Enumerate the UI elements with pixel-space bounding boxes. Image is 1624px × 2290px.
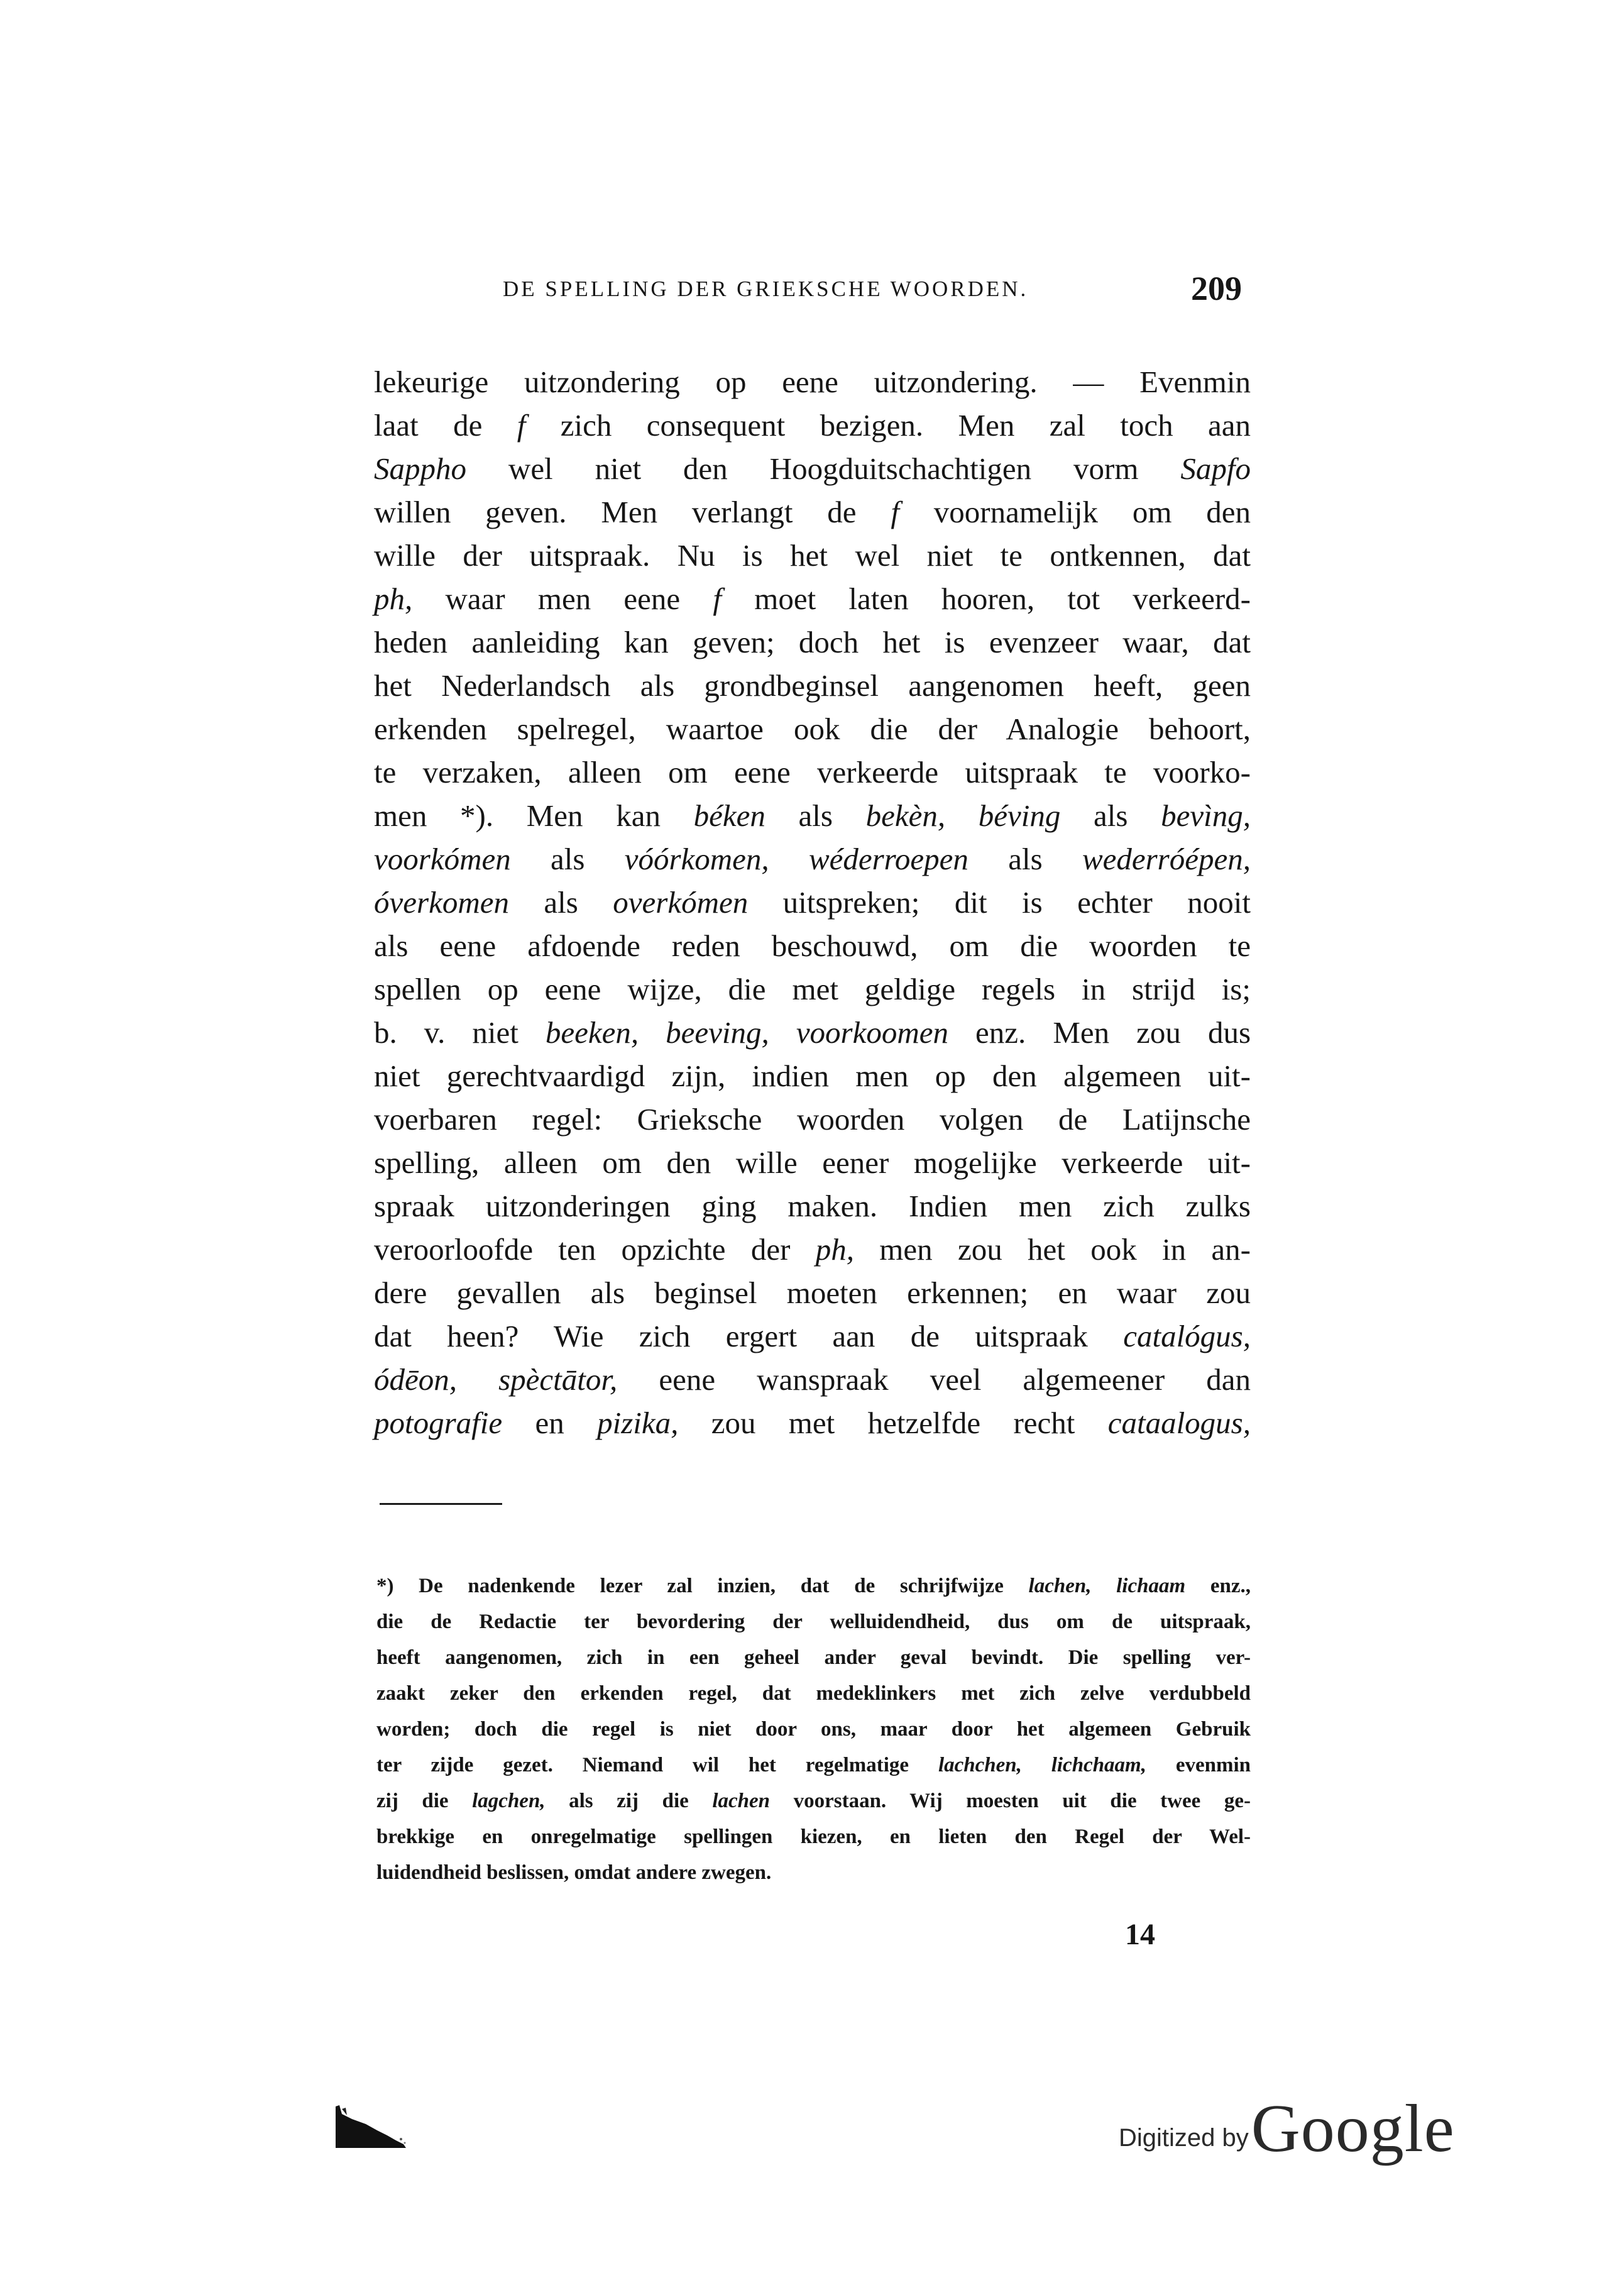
- italic-term: pizika,: [597, 1406, 679, 1440]
- text-run: spraak uitzonderingen ging maken. Indien men zich zulks: [374, 1189, 1251, 1223]
- italic-term: voorkoomen: [796, 1015, 949, 1050]
- text-run: enz. Men zou dus: [948, 1015, 1251, 1050]
- digitized-by-google-watermark: [1119, 2090, 1455, 2168]
- italic-term: catalógus,: [1123, 1319, 1251, 1353]
- italic-term: voorkómen: [374, 842, 511, 876]
- text-run: [1091, 1575, 1116, 1597]
- footnote-line: [376, 1712, 1251, 1748]
- italic-term: ódēon,: [374, 1362, 457, 1397]
- italic-term: f: [713, 581, 722, 616]
- text-run: voorstaan. Wij moesten uit die twee ge-: [770, 1790, 1251, 1812]
- text-run: als: [508, 885, 613, 920]
- body-line: [374, 447, 1251, 490]
- body-line: [374, 360, 1251, 404]
- footnote: [376, 1568, 1251, 1891]
- text-run: [945, 798, 979, 833]
- body-line: [374, 751, 1251, 794]
- body-line: [374, 1228, 1251, 1271]
- scan-artifact-icon: [333, 2103, 409, 2150]
- text-run: spellen op eene wijze, die met geldige regels in strijd is;: [374, 972, 1251, 1006]
- text-run: uitspreken; dit is echter nooit: [748, 885, 1251, 920]
- body-line: [374, 881, 1251, 924]
- body-line: [374, 1401, 1251, 1445]
- body-line: [374, 837, 1251, 881]
- text-run: b. v. niet: [374, 1015, 546, 1050]
- text-run: zij die: [376, 1790, 473, 1812]
- body-line: [374, 1271, 1251, 1314]
- text-run: als eene afdoende reden beschouwd, om die woorden te: [374, 928, 1251, 963]
- italic-term: f: [517, 408, 526, 443]
- italic-term: béving: [978, 798, 1061, 833]
- text-run: te verzaken, alleen om eene verkeerde uitspraak te voorko-: [374, 755, 1251, 790]
- text-run: luidendheid beslissen, omdat andere zwegen.: [376, 1861, 772, 1884]
- body-line: [374, 404, 1251, 447]
- page-number: 209: [1191, 270, 1242, 307]
- italic-term: beeving,: [666, 1015, 769, 1050]
- italic-term: lichaam: [1116, 1575, 1186, 1597]
- text-run: worden; doch die regel is niet door ons, maar door het algemeen Gebruik: [376, 1718, 1251, 1741]
- text-run: lekeurige uitzondering op eene uitzondering. — Evenmin: [374, 365, 1251, 399]
- italic-term: vóórkomen,: [624, 842, 769, 876]
- italic-term: béken: [693, 798, 765, 833]
- body-line: [374, 1054, 1251, 1098]
- italic-term: ph,: [374, 581, 413, 616]
- body-line: [374, 967, 1251, 1011]
- text-run: en: [502, 1406, 598, 1440]
- footnote-line: [376, 1676, 1251, 1712]
- italic-term: spèctātor,: [498, 1362, 618, 1397]
- italic-term: lachen,: [1028, 1575, 1092, 1597]
- text-run: als: [765, 798, 866, 833]
- italic-term: bevìng,: [1161, 798, 1251, 833]
- body-line: [374, 534, 1251, 577]
- text-run: eene wanspraak veel algemeener dan: [617, 1362, 1251, 1397]
- text-run: zich consequent bezigen. Men zal toch aan: [525, 408, 1251, 443]
- footnote-line: [376, 1568, 1251, 1604]
- text-run: zou met hetzelfde recht: [678, 1406, 1108, 1440]
- body-text: [374, 360, 1251, 1445]
- text-run: willen geven. Men verlangt de: [374, 495, 891, 529]
- text-run: dere gevallen als beginsel moeten erkennen; en waar zou: [374, 1275, 1251, 1310]
- text-run: [769, 1015, 796, 1050]
- body-line: [374, 1098, 1251, 1141]
- body-line: [374, 620, 1251, 664]
- text-run: heeft aangenomen, zich in een geheel ander geval bevindt. Die spelling ver-: [376, 1646, 1251, 1669]
- text-run: niet gerechtvaardigd zijn, indien men op den algemeen uit-: [374, 1059, 1251, 1093]
- text-run: als: [510, 842, 625, 876]
- text-run: ter zijde gezet. Niemand wil het regelmatige: [376, 1754, 938, 1776]
- footnote-line: [376, 1855, 1251, 1891]
- signature-mark: 14: [1125, 1918, 1155, 1951]
- text-run: erkenden spelregel, waartoe ook die der Analogie behoort,: [374, 712, 1251, 746]
- text-run: moet laten hooren, tot verkeerd-: [721, 581, 1251, 616]
- text-run: als: [1060, 798, 1161, 833]
- footnote-line: [376, 1819, 1251, 1855]
- italic-term: wéderroepen: [808, 842, 968, 876]
- italic-term: potografie: [374, 1406, 503, 1440]
- body-line: [374, 794, 1251, 837]
- text-run: heden aanleiding kan geven; doch het is evenzeer waar, dat: [374, 625, 1251, 659]
- footnote-line: [376, 1783, 1251, 1819]
- body-line: [374, 1184, 1251, 1228]
- text-run: men *). Men kan: [374, 798, 694, 833]
- text-run: men zou het ook in an-: [853, 1232, 1251, 1267]
- text-run: veroorloofde ten opzichte der: [374, 1232, 816, 1267]
- footnote-line: [376, 1640, 1251, 1676]
- text-run: het Nederlandsch als grondbeginsel aangenomen heeft, geen: [374, 668, 1251, 703]
- footnote-line: [376, 1748, 1251, 1783]
- text-run: wille der uitspraak. Nu is het wel niet te ontkennen, dat: [374, 538, 1251, 573]
- text-run: voerbaren regel: Grieksche woorden volgen de Latijnsche: [374, 1102, 1251, 1137]
- text-run: laat de: [374, 408, 517, 443]
- text-run: enz.,: [1185, 1575, 1251, 1597]
- italic-term: bekèn,: [865, 798, 946, 833]
- text-run: [639, 1015, 666, 1050]
- body-line: [374, 1358, 1251, 1401]
- body-line: [374, 1141, 1251, 1184]
- text-run: [457, 1362, 498, 1397]
- body-line: [374, 577, 1251, 620]
- body-line: [374, 1314, 1251, 1358]
- italic-term: beeken,: [545, 1015, 639, 1050]
- italic-term: cataalogus,: [1107, 1406, 1251, 1440]
- italic-term: overkómen: [613, 885, 749, 920]
- italic-term: wederróépen,: [1082, 842, 1251, 876]
- footnote-line: [376, 1604, 1251, 1640]
- body-line: [374, 924, 1251, 967]
- text-run: zaakt zeker den erkenden regel, dat medeklinkers met zich zelve verdubbeld: [376, 1682, 1251, 1705]
- italic-term: ph,: [815, 1232, 854, 1267]
- text-run: als zij die: [545, 1790, 713, 1812]
- body-line: [374, 664, 1251, 707]
- body-line: [374, 707, 1251, 751]
- watermark-brand: Google: [1251, 2091, 1455, 2166]
- text-run: als: [968, 842, 1082, 876]
- watermark-prefix: Digitized by: [1119, 2124, 1249, 2152]
- italic-term: lachen: [712, 1790, 771, 1812]
- running-title: DE SPELLING DER GRIEKSCHE WOORDEN.: [503, 277, 1029, 301]
- body-line: [374, 490, 1251, 534]
- text-run: [769, 842, 809, 876]
- text-run: brekkige en onregelmatige spellingen kiezen, en lieten den Regel der Wel-: [376, 1825, 1251, 1848]
- text-run: [1022, 1754, 1051, 1776]
- text-run: dat heen? Wie zich ergert aan de uitspraak: [374, 1319, 1124, 1353]
- text-run: die de Redactie ter bevordering der welluidendheid, dus om de uitspraak,: [376, 1610, 1251, 1633]
- italic-term: lachchen,: [938, 1754, 1022, 1776]
- italic-term: lichchaam,: [1051, 1754, 1146, 1776]
- text-run: evenmin: [1146, 1754, 1251, 1776]
- text-run: waar men eene: [412, 581, 713, 616]
- body-line: [374, 1011, 1251, 1054]
- italic-term: f: [891, 495, 899, 529]
- italic-term: Sappho: [374, 451, 466, 486]
- text-run: voornamelijk om den: [899, 495, 1251, 529]
- italic-term: óverkomen: [374, 885, 509, 920]
- text-run: *) De nadenkende lezer zal inzien, dat de schrijfwijze: [376, 1575, 1029, 1597]
- text-run: wel niet den Hoogduitschachtigen vorm: [466, 451, 1181, 486]
- italic-term: Sapfo: [1180, 451, 1251, 486]
- text-run: spelling, alleen om den wille eener mogelijke verkeerde uit-: [374, 1145, 1251, 1180]
- footnote-separator-rule: [380, 1503, 502, 1505]
- italic-term: lagchen,: [472, 1790, 546, 1812]
